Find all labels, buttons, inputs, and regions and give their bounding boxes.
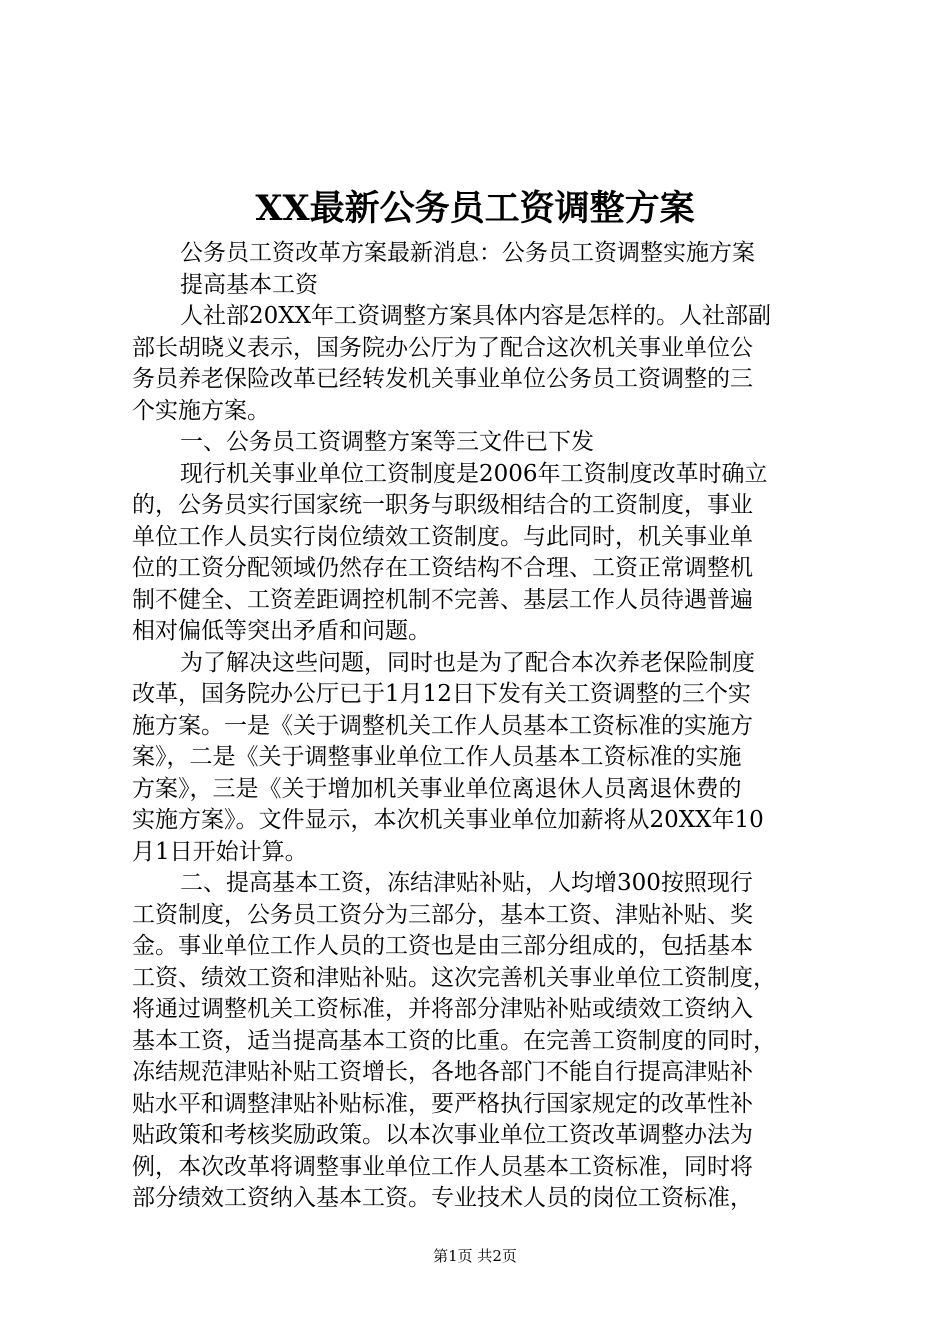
text-line: 一、公务员工资调整方案等三文件已下发	[180, 429, 594, 455]
text-line: 的，公务员实行国家统一职务与职级相结合的工资制度，事业	[132, 492, 753, 518]
text-line: 二、提高基本工资，冻结津贴补贴，人均增300按照现行	[180, 870, 753, 896]
text-line: 冻结规范津贴补贴工资增长，各地各部门不能自行提高津贴补	[132, 1059, 753, 1085]
text-line: 工资制度，公务员工资分为三部分，基本工资、津贴补贴、奖	[132, 901, 753, 928]
text-line: 工资、绩效工资和津贴补贴。这次完善机关事业单位工资制度，	[132, 964, 776, 991]
document-title: XX最新公务员工资调整方案	[255, 188, 695, 229]
text-line: 案》，二是《关于调整事业单位工作人员基本工资标准的实施	[132, 744, 742, 770]
text-line: 个实施方案。	[132, 397, 270, 424]
text-line: 为了解决这些问题，同时也是为了配合本次养老保险制度	[180, 649, 755, 676]
text-line: 实施方案》。文件显示，本次机关事业单位加薪将从20XX年10	[132, 807, 764, 833]
text-line: 位的工资分配领域仍然存在工资结构不合理、工资正常调整机	[132, 555, 753, 581]
text-line: 改革，国务院办公厅已于1月12日下发有关工资调整的三个实	[132, 681, 751, 707]
text-line: 例，本次改革将调整事业单位工作人员基本工资标准，同时将	[132, 1153, 753, 1180]
text-line: 单位工作人员实行岗位绩效工资制度。与此同时，机关事业单	[132, 523, 753, 550]
text-line: 部分绩效工资纳入基本工资。专业技术人员的岗位工资标准，	[132, 1185, 753, 1211]
text-line: 贴水平和调整津贴补贴标准，要严格执行国家规定的改革性补	[132, 1090, 753, 1117]
text-line: 基本工资，适当提高基本工资的比重。在完善工资制度的同时，	[132, 1027, 776, 1054]
document-body	[132, 238, 830, 1215]
text-line: 务员养老保险改革已经转发机关事业单位公务员工资调整的三	[132, 366, 753, 392]
text-line: 方案》，三是《关于增加机关事业单位离退休人员离退休费的	[132, 775, 742, 802]
page-footer: 第1页 共2页	[433, 1247, 517, 1265]
text-line: 制不健全、工资差距调控机制不完善、基层工作人员待遇普遍	[132, 586, 753, 613]
text-line: 将通过调整机关工资标准，并将部分津贴补贴或绩效工资纳入	[132, 996, 753, 1022]
text-line: 贴政策和考核奖励政策。以本次事业单位工资改革调整办法为	[132, 1122, 753, 1148]
text-line: 施方案。一是《关于调整机关工作人员基本工资标准的实施方	[132, 712, 753, 739]
text-line: 人社部20XX年工资调整方案具体内容是怎样的。人社部副	[180, 303, 772, 329]
text-line: 提高基本工资	[180, 271, 318, 298]
text-line: 月1日开始计算。	[132, 838, 308, 865]
text-line: 金。事业单位工作人员的工资也是由三部分组成的，包括基本	[132, 933, 753, 959]
text-line: 现行机关事业单位工资制度是2006年工资制度改革时确立	[180, 460, 768, 487]
text-line: 相对偏低等突出矛盾和问题。	[132, 618, 431, 644]
text-line: 部长胡晓义表示，国务院办公厅为了配合这次机关事业单位公	[132, 334, 753, 361]
text-line: 公务员工资改革方案最新消息：公务员工资调整实施方案	[180, 240, 755, 266]
